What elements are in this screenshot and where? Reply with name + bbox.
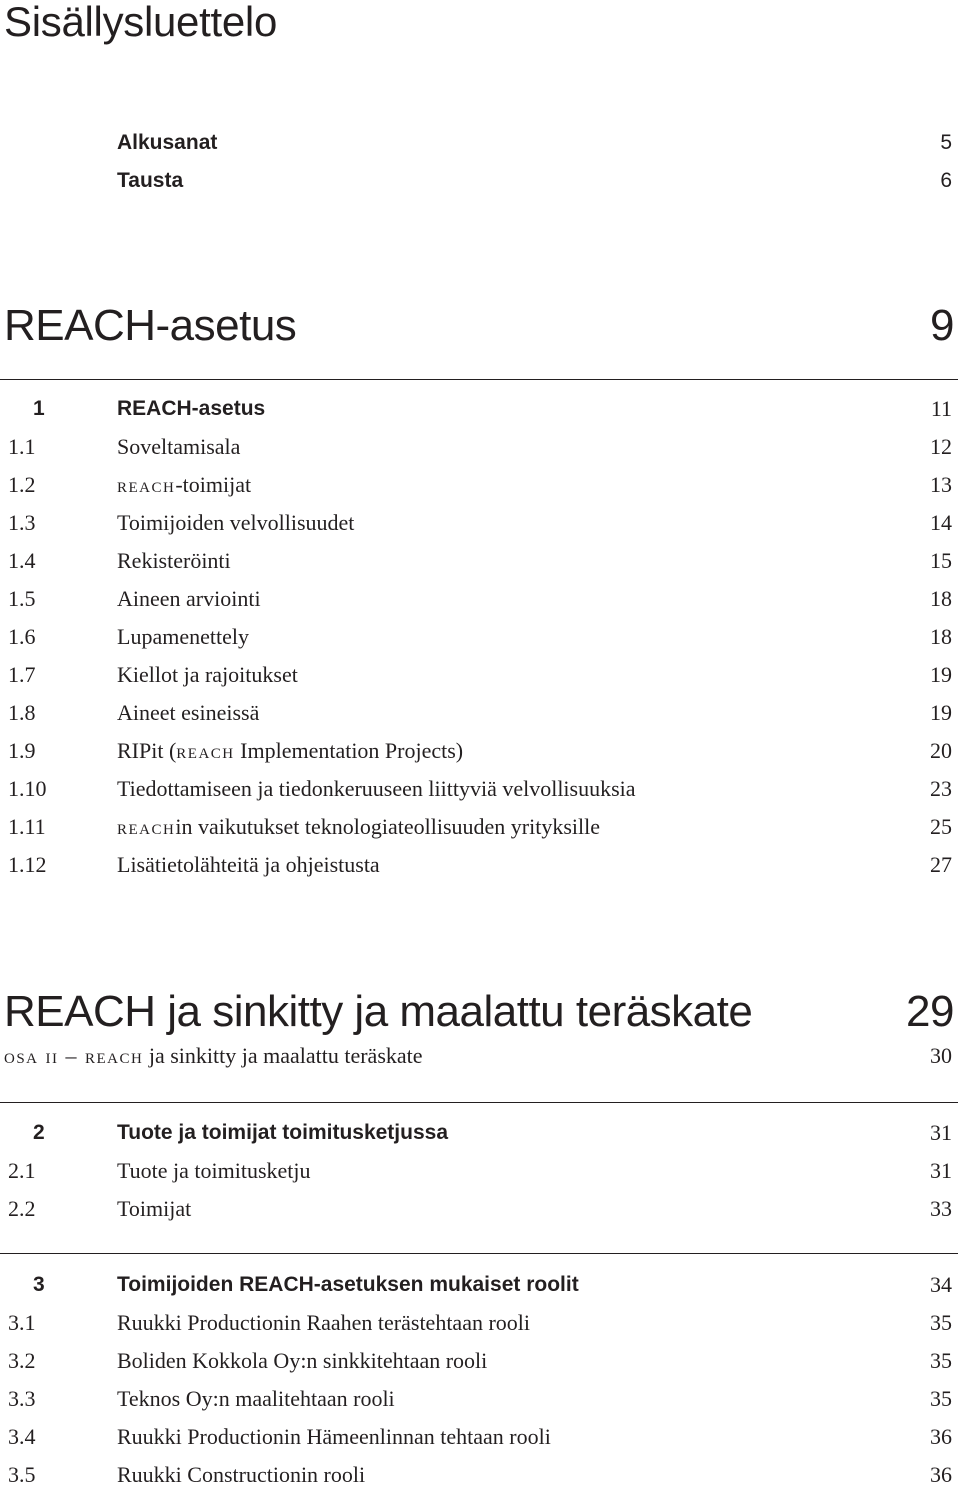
toc-entry[interactable] xyxy=(0,1304,960,1342)
chapter-label: Toimijoiden REACH-asetuksen mukaiset roolit xyxy=(117,1273,579,1296)
toc-entry-label: Alkusanat xyxy=(117,131,218,154)
toc-entry[interactable] xyxy=(0,504,960,542)
chapter-entry[interactable] xyxy=(0,390,960,428)
section-page: 35 xyxy=(930,1348,952,1373)
section-label: Rekisteröinti xyxy=(117,548,231,573)
section-number: 1.9 xyxy=(8,738,36,763)
section-label: Aineen arviointi xyxy=(117,586,261,611)
part-subtitle-smallcaps: osa ii – reach xyxy=(4,1043,144,1068)
toc-entry[interactable] xyxy=(0,542,960,580)
chapter-page: 31 xyxy=(930,1120,952,1145)
section-page: 18 xyxy=(930,624,952,649)
section-label-prefix: RIPit ( xyxy=(117,738,177,763)
toc-entry[interactable] xyxy=(0,694,960,732)
chapter-number: 2 xyxy=(33,1121,45,1144)
part-heading[interactable] xyxy=(0,982,960,1042)
section-page: 19 xyxy=(930,700,952,725)
part-title: REACH-asetus xyxy=(4,301,297,350)
section-label: Ruukki Productionin Hämeenlinnan tehtaan rooli xyxy=(117,1424,551,1449)
chapter-page: 11 xyxy=(930,396,952,421)
section-number: 1.8 xyxy=(8,700,36,725)
section-number: 3.3 xyxy=(8,1386,36,1411)
section-number: 1.7 xyxy=(8,662,36,687)
section-label: Boliden Kokkola Oy:n sinkkitehtaan rooli xyxy=(117,1348,488,1373)
section-label: Tuote ja toimitusketju xyxy=(117,1158,311,1183)
reach-smallcaps: reach xyxy=(117,472,176,497)
chapter-page: 34 xyxy=(930,1272,952,1297)
section-number: 1.5 xyxy=(8,586,36,611)
section-page: 20 xyxy=(930,738,952,763)
toc-entry[interactable] xyxy=(0,162,960,200)
divider xyxy=(0,379,958,380)
section-number: 2.1 xyxy=(8,1158,36,1183)
section-label: Aineet esineissä xyxy=(117,700,260,725)
chapter-label: Tuote ja toimijat toimitusketjussa xyxy=(117,1121,448,1144)
part-page: 9 xyxy=(930,301,954,350)
section-label: Lupamenettely xyxy=(117,624,249,649)
section-page: 36 xyxy=(930,1424,952,1449)
part-subtitle-entry[interactable] xyxy=(0,1037,960,1075)
divider xyxy=(0,1102,958,1103)
section-label-text: in vaikutukset teknologiateollisuuden yrityksille xyxy=(175,814,601,839)
divider xyxy=(0,1253,958,1254)
section-label: Ruukki Productionin Raahen terästehtaan rooli xyxy=(117,1310,531,1335)
toc-entry[interactable] xyxy=(0,1380,960,1418)
section-page: 25 xyxy=(930,814,952,839)
section-number: 1.12 xyxy=(8,852,47,877)
toc-entry-label: Tausta xyxy=(117,169,184,192)
section-label: Toimijoiden velvollisuudet xyxy=(117,510,355,535)
section-number: 1.3 xyxy=(8,510,36,535)
toc-entry-page: 5 xyxy=(940,131,952,154)
section-label: Kiellot ja rajoitukset xyxy=(117,662,298,687)
toc-entry[interactable] xyxy=(0,732,960,770)
toc-entry[interactable] xyxy=(0,770,960,808)
section-page: 31 xyxy=(930,1158,952,1183)
chapter-number: 1 xyxy=(33,397,45,420)
reach-smallcaps: reach xyxy=(176,738,235,763)
section-page: 36 xyxy=(930,1462,952,1487)
section-label: Ruukki Constructionin rooli xyxy=(117,1462,366,1487)
toc-entry[interactable] xyxy=(0,846,960,884)
toc-entry[interactable] xyxy=(0,1342,960,1380)
toc-entry[interactable] xyxy=(0,618,960,656)
section-number: 2.2 xyxy=(8,1196,36,1221)
toc-entry[interactable] xyxy=(0,808,960,846)
chapter-entry[interactable] xyxy=(0,1114,960,1152)
section-page: 23 xyxy=(930,776,952,801)
toc-entry[interactable] xyxy=(0,124,960,162)
section-label: Toimijat xyxy=(117,1196,192,1221)
toc-entry[interactable] xyxy=(0,1190,960,1228)
toc-entry[interactable] xyxy=(0,466,960,504)
toc-entry[interactable] xyxy=(0,1456,960,1494)
toc-entry-page: 6 xyxy=(940,169,952,192)
chapter-entry[interactable] xyxy=(0,1266,960,1304)
section-page: 14 xyxy=(930,510,952,535)
chapter-number: 3 xyxy=(33,1273,45,1296)
toc-entry[interactable] xyxy=(0,1418,960,1456)
chapter-label: REACH-asetus xyxy=(117,397,266,420)
part-page: 29 xyxy=(906,987,954,1036)
toc-entry[interactable] xyxy=(0,656,960,694)
section-label xyxy=(117,808,600,846)
part-subtitle xyxy=(4,1037,423,1075)
section-label-text: -toimijat xyxy=(175,472,252,497)
section-page: 18 xyxy=(930,586,952,611)
section-number: 1.11 xyxy=(8,814,46,839)
toc-entry[interactable] xyxy=(0,1152,960,1190)
section-page: 13 xyxy=(930,472,952,497)
section-number: 3.4 xyxy=(8,1424,36,1449)
part-subtitle-page: 30 xyxy=(930,1043,952,1068)
section-page: 15 xyxy=(930,548,952,573)
part-title: REACH ja sinkitty ja maalattu teräskate xyxy=(4,987,753,1036)
section-label xyxy=(117,466,251,504)
section-number: 1.2 xyxy=(8,472,36,497)
section-page: 27 xyxy=(930,852,952,877)
section-number: 1.6 xyxy=(8,624,36,649)
section-number: 1.4 xyxy=(8,548,36,573)
section-page: 35 xyxy=(930,1310,952,1335)
section-label-text: Implementation Projects) xyxy=(234,738,464,763)
part-subtitle-text: ja sinkitty ja maalattu teräskate xyxy=(143,1043,423,1068)
section-page: 19 xyxy=(930,662,952,687)
section-page: 33 xyxy=(930,1196,952,1221)
section-number: 1.1 xyxy=(8,434,36,459)
section-number: 1.10 xyxy=(8,776,47,801)
part-heading[interactable] xyxy=(0,296,960,356)
section-page: 12 xyxy=(930,434,952,459)
section-number: 3.2 xyxy=(8,1348,36,1373)
section-label: Teknos Oy:n maalitehtaan rooli xyxy=(117,1386,395,1411)
section-page: 35 xyxy=(930,1386,952,1411)
toc-entry[interactable] xyxy=(0,580,960,618)
section-label xyxy=(117,732,463,770)
toc-entry[interactable] xyxy=(0,428,960,466)
reach-smallcaps: reach xyxy=(117,814,176,839)
section-label: Tiedottamiseen ja tiedonkeruuseen liittyviä velvollisuuksia xyxy=(117,776,636,801)
section-number: 3.1 xyxy=(8,1310,36,1335)
section-number: 3.5 xyxy=(8,1462,36,1487)
page-title: Sisällysluettelo xyxy=(4,0,277,45)
section-label: Lisätietolähteitä ja ohjeistusta xyxy=(117,852,380,877)
section-label: Soveltamisala xyxy=(117,434,241,459)
